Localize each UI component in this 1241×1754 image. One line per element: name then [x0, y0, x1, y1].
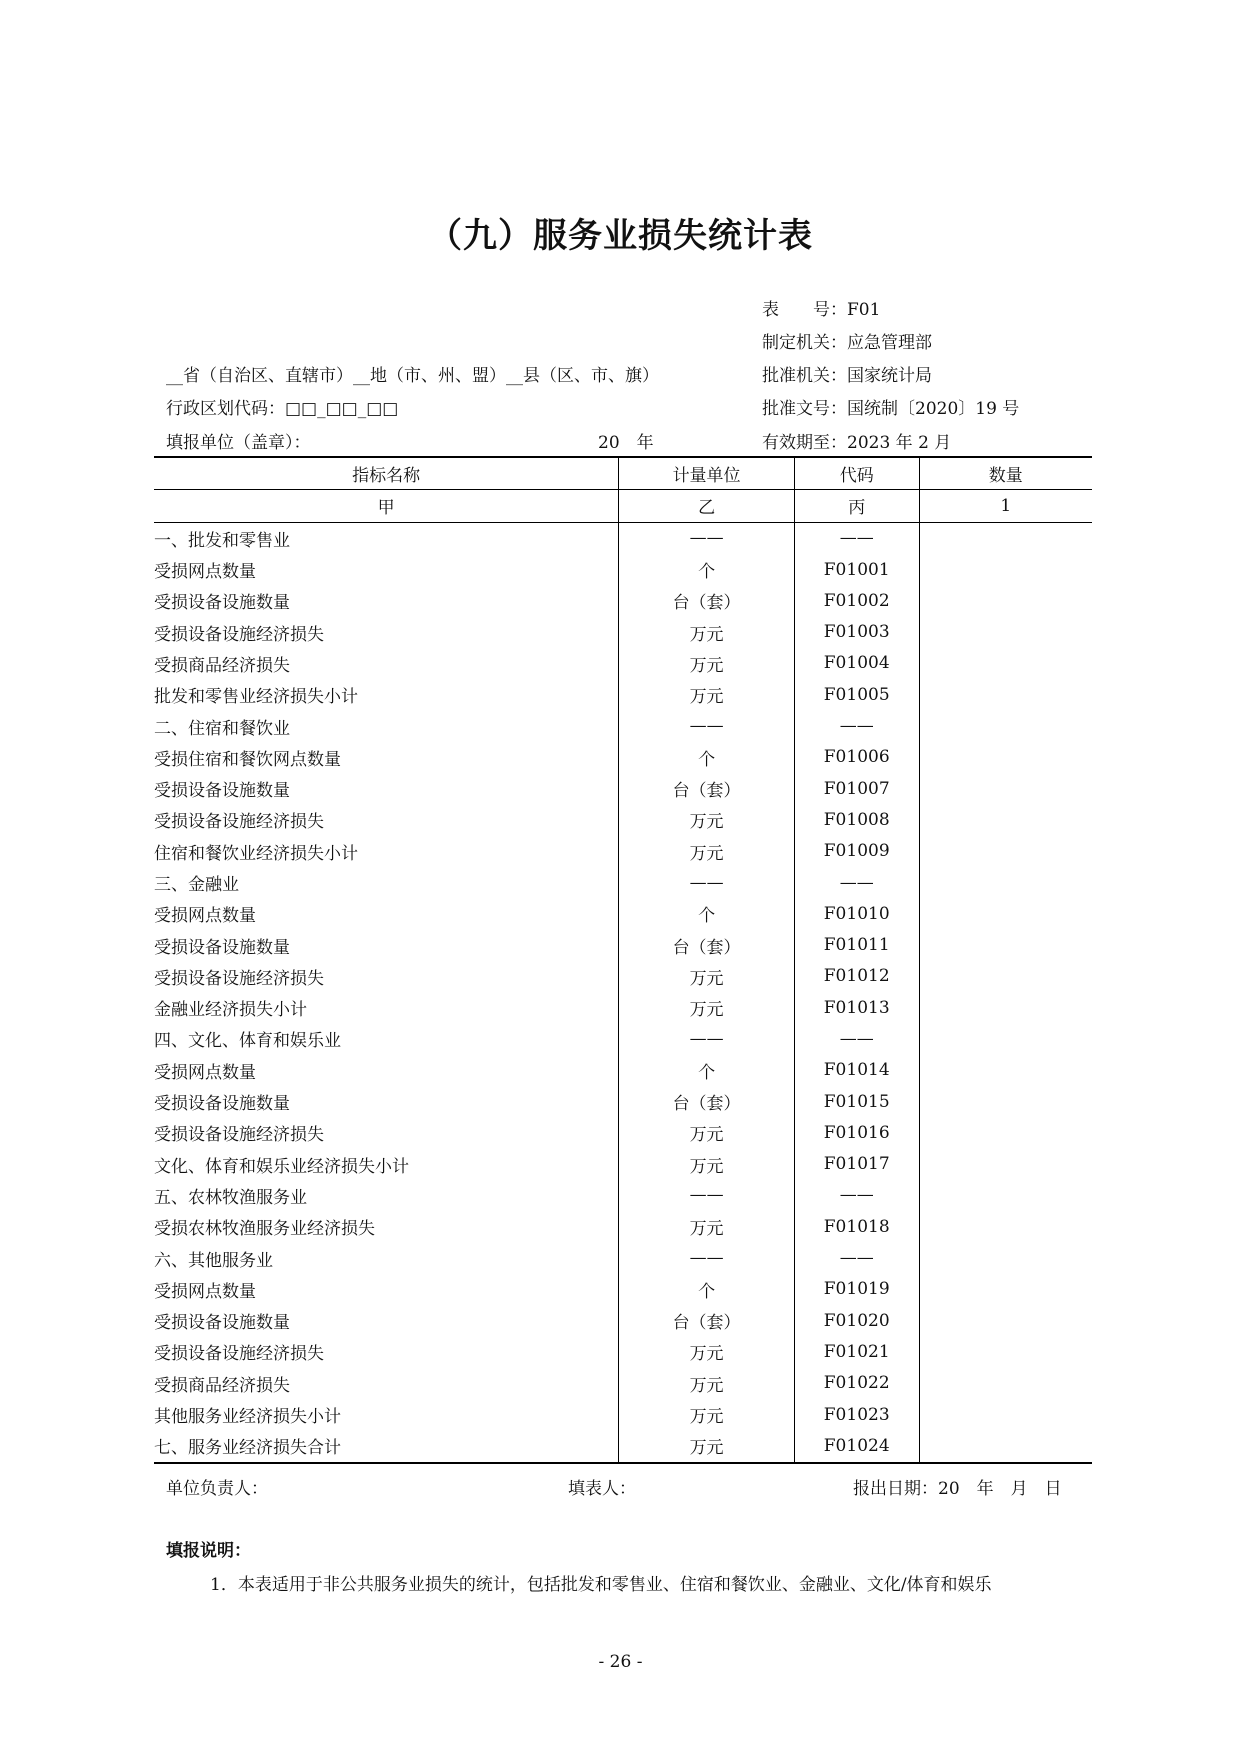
code-cell: F01010 — [794, 898, 919, 929]
indicator-name: 受损商品经济损失 — [154, 1375, 290, 1396]
table-row — [154, 1117, 1092, 1148]
unit-cell: 台（套） — [619, 929, 795, 960]
unit-cell: 万元 — [619, 836, 795, 867]
unit-cell: —— — [619, 867, 795, 898]
form-filler: 填表人： — [568, 1479, 636, 1499]
code-cell: F01006 — [794, 742, 919, 773]
code-cell: —— — [794, 710, 919, 741]
table-row — [154, 804, 1092, 835]
indicator-name: 受损设备设施数量 — [154, 1313, 290, 1334]
quantity-cell[interactable] — [919, 929, 1092, 960]
indicator-name: 金融业经济损失小计 — [154, 1000, 307, 1021]
issuing-authority: 制定机关：应急管理部 — [762, 333, 932, 353]
code-cell: F01020 — [794, 1305, 919, 1336]
header-quantity: 数量 — [919, 457, 1092, 490]
report-date: 报出日期：20 年 月 日 — [853, 1479, 1062, 1499]
unit-cell: 万元 — [619, 679, 795, 710]
table-row — [154, 1055, 1092, 1086]
page-number: - 26 - — [598, 1652, 643, 1672]
quantity-cell[interactable] — [919, 1149, 1092, 1180]
unit-cell: 万元 — [619, 648, 795, 679]
indicator-name: 批发和零售业经济损失小计 — [154, 687, 358, 708]
subheader-name: 甲 — [154, 490, 619, 522]
quantity-cell[interactable] — [919, 1211, 1092, 1242]
unit-cell: —— — [619, 1180, 795, 1211]
unit-cell: 台（套） — [619, 1086, 795, 1117]
quantity-cell[interactable] — [919, 1023, 1092, 1054]
quantity-cell[interactable] — [919, 710, 1092, 741]
unit-cell: 万元 — [619, 992, 795, 1023]
table-row — [154, 1023, 1092, 1054]
code-cell: F01019 — [794, 1274, 919, 1305]
unit-cell: 万元 — [619, 1336, 795, 1367]
code-cell: F01017 — [794, 1149, 919, 1180]
unit-cell: 万元 — [619, 1211, 795, 1242]
table-row — [154, 710, 1092, 741]
table-body — [154, 522, 1092, 1462]
indicator-name: 受损网点数量 — [154, 906, 256, 927]
indicator-name: 受损设备设施数量 — [154, 593, 290, 614]
indicator-name: 住宿和餐饮业经济损失小计 — [154, 843, 358, 864]
code-cell: —— — [794, 1023, 919, 1054]
quantity-cell[interactable] — [919, 1242, 1092, 1273]
indicator-name: 受损设备设施经济损失 — [154, 1125, 324, 1146]
code-cell: —— — [794, 867, 919, 898]
quantity-cell[interactable] — [919, 898, 1092, 929]
quantity-cell[interactable] — [919, 804, 1092, 835]
quantity-cell[interactable] — [919, 679, 1092, 710]
table-row — [154, 1149, 1092, 1180]
unit-cell: —— — [619, 1242, 795, 1273]
unit-cell: 台（套） — [619, 1305, 795, 1336]
quantity-cell[interactable] — [919, 616, 1092, 647]
code-cell: —— — [794, 1242, 919, 1273]
unit-cell: 万元 — [619, 616, 795, 647]
header-unit: 计量单位 — [619, 457, 795, 490]
region-line: __省（自治区、直辖市）__地（市、州、盟）__县（区、市、旗） — [166, 366, 659, 386]
quantity-cell[interactable] — [919, 742, 1092, 773]
indicator-name: 二、住宿和餐饮业 — [154, 718, 290, 739]
table-row — [154, 1242, 1092, 1273]
notes-title: 填报说明： — [166, 1541, 251, 1561]
table-row — [154, 679, 1092, 710]
table-row — [154, 929, 1092, 960]
approval-document: 批准文号：国统制〔2020〕19 号 — [762, 399, 1020, 419]
table-row — [154, 648, 1092, 679]
subheader-code: 丙 — [794, 490, 919, 522]
subheader-quantity: 1 — [919, 490, 1092, 522]
code-cell: F01012 — [794, 961, 919, 992]
loss-statistics-table — [154, 456, 1092, 1464]
indicator-name: 四、文化、体育和娱乐业 — [154, 1031, 341, 1052]
unit-cell: 个 — [619, 554, 795, 585]
table-row — [154, 1336, 1092, 1367]
quantity-cell[interactable] — [919, 585, 1092, 616]
code-cell: F01014 — [794, 1055, 919, 1086]
code-cell: F01002 — [794, 585, 919, 616]
quantity-cell[interactable] — [919, 773, 1092, 804]
table-row — [154, 1211, 1092, 1242]
unit-cell: —— — [619, 710, 795, 741]
code-cell: F01004 — [794, 648, 919, 679]
code-cell: F01024 — [794, 1430, 919, 1462]
table-row — [154, 1086, 1092, 1117]
unit-cell: 个 — [619, 742, 795, 773]
reporting-unit: 填报单位（盖章）： — [166, 433, 311, 453]
indicator-name: 受损网点数量 — [154, 562, 256, 583]
header-code: 代码 — [794, 457, 919, 490]
region-code: 行政区划代码：□□_□□_□□ — [166, 399, 399, 419]
unit-cell: 万元 — [619, 1149, 795, 1180]
indicator-name: 受损设备设施经济损失 — [154, 1344, 324, 1365]
quantity-cell[interactable] — [919, 1399, 1092, 1430]
page-title: （九）服务业损失统计表 — [428, 216, 813, 256]
indicator-name: 受损设备设施数量 — [154, 937, 290, 958]
valid-until: 有效期至：2023 年 2 月 — [762, 433, 952, 453]
quantity-cell[interactable] — [919, 648, 1092, 679]
indicator-name: 受损网点数量 — [154, 1281, 256, 1302]
table-row — [154, 742, 1092, 773]
note-item-1: 1．本表适用于非公共服务业损失的统计，包括批发和零售业、住宿和餐饮业、金融业、文化/体育和娱乐 — [210, 1575, 992, 1595]
table-row — [154, 1430, 1092, 1462]
table-row — [154, 585, 1092, 616]
unit-cell: 个 — [619, 1274, 795, 1305]
indicator-name: 受损设备设施经济损失 — [154, 812, 324, 833]
code-cell: F01011 — [794, 929, 919, 960]
code-cell: F01022 — [794, 1368, 919, 1399]
indicator-name: 三、金融业 — [154, 875, 239, 895]
indicator-name: 受损农林牧渔服务业经济损失 — [154, 1219, 375, 1240]
unit-cell: —— — [619, 522, 795, 554]
unit-cell: —— — [619, 1023, 795, 1054]
quantity-cell[interactable] — [919, 836, 1092, 867]
table-row — [154, 522, 1092, 554]
quantity-cell[interactable] — [919, 1180, 1092, 1211]
quantity-cell[interactable] — [919, 1055, 1092, 1086]
quantity-cell[interactable] — [919, 1117, 1092, 1148]
code-cell: F01007 — [794, 773, 919, 804]
report-year: 20 年 — [598, 433, 654, 453]
unit-cell: 万元 — [619, 961, 795, 992]
quantity-cell[interactable] — [919, 1305, 1092, 1336]
unit-cell: 个 — [619, 1055, 795, 1086]
quantity-cell[interactable] — [919, 961, 1092, 992]
indicator-name: 受损设备设施数量 — [154, 781, 290, 802]
indicator-name: 受损网点数量 — [154, 1062, 256, 1083]
subheader-unit: 乙 — [619, 490, 795, 522]
code-cell: F01023 — [794, 1399, 919, 1430]
table-row — [154, 1368, 1092, 1399]
approving-authority: 批准机关：国家统计局 — [762, 366, 932, 386]
code-cell: F01005 — [794, 679, 919, 710]
quantity-cell[interactable] — [919, 522, 1092, 554]
quantity-cell[interactable] — [919, 1086, 1092, 1117]
quantity-cell[interactable] — [919, 992, 1092, 1023]
table-row — [154, 1180, 1092, 1211]
unit-cell: 万元 — [619, 1117, 795, 1148]
indicator-name: 受损设备设施经济损失 — [154, 968, 324, 989]
indicator-name: 六、其他服务业 — [154, 1250, 273, 1271]
unit-cell: 台（套） — [619, 585, 795, 616]
indicator-name: 受损商品经济损失 — [154, 655, 290, 676]
quantity-cell[interactable] — [919, 1274, 1092, 1305]
code-cell: F01009 — [794, 836, 919, 867]
quantity-cell[interactable] — [919, 1430, 1092, 1462]
code-cell: —— — [794, 1180, 919, 1211]
table-row — [154, 898, 1092, 929]
code-cell: F01001 — [794, 554, 919, 585]
code-cell: F01016 — [794, 1117, 919, 1148]
table-number: 表 号：F01 — [762, 300, 881, 320]
code-cell: F01013 — [794, 992, 919, 1023]
quantity-cell[interactable] — [919, 1368, 1092, 1399]
code-cell: F01008 — [794, 804, 919, 835]
table-row — [154, 554, 1092, 585]
indicator-name: 七、服务业经济损失合计 — [154, 1430, 619, 1462]
unit-responsible: 单位负责人： — [166, 1479, 268, 1499]
code-cell: —— — [794, 522, 919, 554]
indicator-name: 受损设备设施数量 — [154, 1094, 290, 1115]
code-cell: F01021 — [794, 1336, 919, 1367]
header-indicator-name: 指标名称 — [154, 457, 619, 490]
indicator-name: 受损住宿和餐饮网点数量 — [154, 749, 341, 770]
indicator-name: 五、农林牧渔服务业 — [154, 1187, 307, 1208]
unit-cell: 个 — [619, 898, 795, 929]
code-cell: F01018 — [794, 1211, 919, 1242]
code-cell: F01015 — [794, 1086, 919, 1117]
indicator-name: 一、批发和零售业 — [154, 530, 290, 551]
table-row — [154, 961, 1092, 992]
table-row — [154, 867, 1092, 898]
indicator-name: 受损设备设施经济损失 — [154, 624, 324, 645]
quantity-cell[interactable] — [919, 554, 1092, 585]
table-row — [154, 773, 1092, 804]
table-row — [154, 616, 1092, 647]
unit-cell: 万元 — [619, 1368, 795, 1399]
table-row — [154, 992, 1092, 1023]
code-cell: F01003 — [794, 616, 919, 647]
table-row — [154, 1305, 1092, 1336]
indicator-name: 文化、体育和娱乐业经济损失小计 — [154, 1156, 409, 1177]
unit-cell: 台（套） — [619, 773, 795, 804]
table-row — [154, 1274, 1092, 1305]
unit-cell: 万元 — [619, 1399, 795, 1430]
unit-cell: 万元 — [619, 1430, 795, 1462]
quantity-cell[interactable] — [919, 867, 1092, 898]
unit-cell: 万元 — [619, 804, 795, 835]
indicator-name: 其他服务业经济损失小计 — [154, 1407, 341, 1428]
quantity-cell[interactable] — [919, 1336, 1092, 1367]
table-row — [154, 836, 1092, 867]
table-row — [154, 1399, 1092, 1430]
